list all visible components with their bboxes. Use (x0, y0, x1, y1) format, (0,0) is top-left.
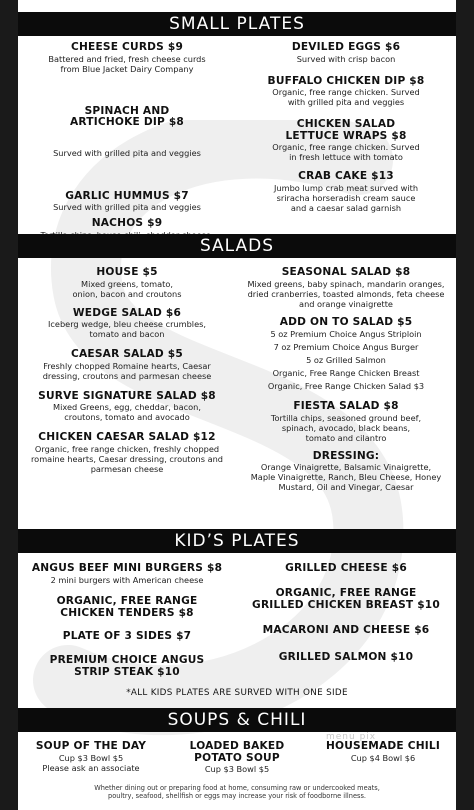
salads-left-column (18, 267, 236, 474)
left-dark-edge (0, 0, 18, 810)
item-name: ORGANIC, FREE RANGE CHICKEN TENDERS $8 (56, 594, 198, 619)
item-name: PREMIUM CHOICE ANGUS STRIP STEAK $10 (49, 654, 205, 678)
item-description: Surved with grilled pita and veggies (53, 147, 201, 158)
menu-item (236, 119, 456, 162)
menu-item (236, 171, 456, 213)
item-description: Organic, free range chicken, freshly chopped romaine hearts, Caesar dressing, croutons and parmesan cheese (31, 443, 223, 474)
item-name: SOUP OF THE DAY (35, 740, 147, 752)
item-name: FIESTA SALAD $8 (293, 400, 399, 412)
item-description: Cup $4 Bowl $6 (350, 752, 416, 763)
section-header-salads: SALADS (18, 234, 456, 258)
soups-column-1 (18, 741, 164, 773)
kids-left-column (18, 563, 236, 678)
item-name: BUFFALO CHICKEN DIP $8 (267, 74, 425, 87)
item-description: Freshly chopped Romaine hearts, Caesar dressing, croutons and parmesan cheese (42, 360, 212, 381)
menu-item (236, 625, 456, 637)
item-name: HOUSE $5 (96, 266, 158, 278)
menu-item (18, 595, 236, 619)
menu-item (18, 308, 236, 340)
menu-item (18, 42, 236, 74)
item-name: ORGANIC, FREE RANGE GRILLED CHICKEN BREAST $10 (252, 586, 440, 611)
menu-item (18, 631, 236, 643)
item-description: Mixed greens, baby spinach, mandarin oranges, dried cranberries, toasted almonds, feta cheese and orange vinaigrette (247, 278, 445, 309)
item-name: CHICKEN CAESAR SALAD $12 (38, 431, 216, 443)
menu-item (18, 563, 236, 585)
item-name: DEVILED EGGS $6 (291, 41, 401, 53)
menu-item (236, 401, 456, 443)
small-plates-right-column (236, 42, 456, 213)
item-name: CRAB CAKE $13 (298, 170, 394, 182)
item-name: ADD ON TO SALAD $5 (279, 315, 413, 328)
item-description: Mixed Greens, egg, cheddar, bacon, croutons, tomato and avocado (53, 402, 201, 422)
section-header-soups-chili: SOUPS & CHILI (18, 708, 456, 732)
section-header-kids-plates: KID’S PLATES (18, 529, 456, 553)
menu-item (18, 87, 236, 177)
kids-plates-note: *ALL KIDS PLATES ARE SURVED WITH ONE SIDE (126, 688, 348, 698)
item-description: 5 oz Premium Choice Angus Striploin 7 oz Premium Choice Angus Burger 5 oz Grilled Salmon Organic, Free Range Chicken Breast Organic, Free Range Chicken Salad $3 (267, 329, 425, 391)
menu-item (18, 432, 236, 474)
item-description: Iceberg wedge, bleu cheese crumbles, tomato and bacon (48, 319, 206, 339)
item-name: ANGUS BEEF MINI BURGERS $8 (31, 562, 223, 574)
item-description: Organic, free range chicken. Surved in fresh lettuce with tomato (272, 142, 420, 162)
item-name: GRILLED SALMON $10 (278, 651, 414, 663)
item-description: 2 mini burgers with American cheese (50, 574, 204, 585)
item-description: Orange Vinaigrette, Balsamic Vinaigrette, Maple Vinaigrette, Ranch, Bleu Cheese, Honey Mustard, Oil and Vinegar, Caesar (250, 462, 442, 492)
item-name: NACHOS $9 (91, 217, 163, 229)
item-name: SEASONAL SALAD $8 (281, 266, 411, 278)
item-description: Organic, free range chicken. Surved with grilled pita and veggies (272, 87, 420, 107)
menu-item (236, 563, 456, 575)
item-name: PLATE OF 3 SIDES $7 (62, 629, 192, 642)
menu-item (18, 267, 236, 299)
item-name: SURVE SIGNATURE SALAD $8 (38, 389, 216, 402)
menu-item (18, 349, 236, 381)
item-name: CAESAR SALAD $5 (71, 348, 183, 360)
menu-item (18, 391, 236, 423)
item-name: GRILLED CHEESE $6 (285, 562, 407, 574)
menu-item (236, 587, 456, 611)
menu-item (18, 191, 236, 213)
menu-item (236, 42, 456, 64)
item-description: Mixed greens, tomato, onion, bacon and croutons (72, 278, 182, 299)
item-name: SPINACH AND ARTICHOKE DIP $8 (70, 104, 184, 128)
item-description: Surved with grilled pita and veggies (53, 202, 201, 212)
menu-sheet (18, 0, 456, 810)
menu-item (236, 652, 456, 664)
item-description: Jumbo lump crab meat surved with sriracha horseradish cream sauce and a caesar salad garnish (273, 182, 419, 213)
item-description: Battered and fried, fresh cheese curds from Blue Jacket Dairy Company (48, 53, 206, 74)
menupix-watermark: menu pix (326, 732, 377, 742)
item-name: LOADED BAKED POTATO SOUP (189, 740, 285, 764)
right-dark-edge (456, 0, 474, 810)
item-description: Cup $3 Bowl $5 (204, 764, 270, 774)
menu-item (236, 451, 456, 493)
item-name: CHEESE CURDS $9 (70, 41, 184, 53)
item-name: WEDGE SALAD $6 (72, 306, 182, 319)
item-name: MACARONI AND CHEESE $6 (262, 623, 430, 636)
kids-right-column (236, 563, 456, 664)
section-header-small-plates: SMALL PLATES (18, 12, 456, 36)
soups-column-3 (310, 741, 456, 763)
menu-item (236, 76, 456, 108)
item-description: Surved with crisp bacon (296, 53, 396, 64)
menu-item (236, 267, 456, 309)
small-plates-left-column (18, 42, 236, 250)
item-name: DRESSING: (312, 449, 380, 462)
menu-item (236, 317, 456, 394)
salads-right-column (236, 267, 456, 492)
item-name: GARLIC HUMMUS $7 (65, 189, 189, 202)
soups-column-2 (164, 741, 310, 774)
item-name: CHICKEN SALAD LETTUCE WRAPS $8 (285, 118, 407, 142)
item-description: Tortilla chips, seasoned ground beef, spinach, avocado, black beans, tomato and cilantro (270, 412, 422, 443)
menu-item (18, 654, 236, 678)
item-description: Cup $3 Bowl $5 Please ask an associate (42, 752, 140, 773)
food-safety-disclaimer: Whether dining out or preparing food at home, consuming raw or undercooked meats, poultry, seafood, shellfish or eggs may increase your risk of foodborne illness. (94, 784, 380, 800)
item-name: HOUSEMADE CHILI (325, 740, 441, 752)
